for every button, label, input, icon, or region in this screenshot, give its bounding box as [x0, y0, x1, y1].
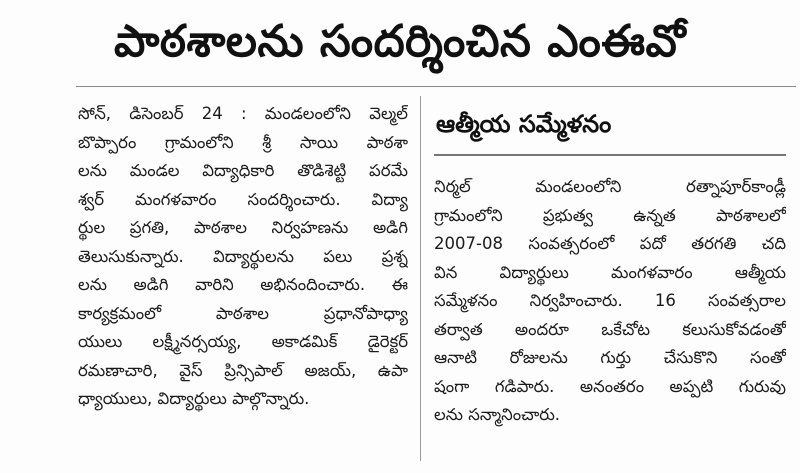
article-line: ధ్యాయులు, విద్యార్థులు పాల్గొన్నారు. [78, 389, 310, 408]
article-line: తెలుసుకున్నారు. విద్యార్థులను పలు ప్రశ్న [78, 246, 408, 266]
article-line: షంగా గడిపారు. అనంతరం అప్పటి గురువు [434, 376, 786, 396]
article-line: గ్రామంలోని ప్రభుత్వ ఉన్నత పాఠశాలలో [434, 205, 786, 225]
subhead-underline [434, 154, 786, 156]
article-line: లను మండల విద్యాధికారి తొడిశెట్టి పరమే [78, 161, 408, 180]
article-line: రమణాచారి, వైస్‌ ప్రిన్సిపాల్‌ అజయ్‌, ఉపా [78, 360, 408, 380]
article-line: సమ్మేళనం నిర్వహించారు. 16 సంవత్సరాల [434, 291, 786, 310]
article-line: లను సన్మానించారు. [434, 405, 561, 424]
right-article-subhead: ఆత్మీయ సమ్మేళనం [436, 110, 612, 138]
left-article-body [78, 100, 408, 414]
article-line: సోన్‌, డిసెంబర్‌ 24 : మండలంలోని వెల్మల్‌ [78, 104, 408, 123]
article-line: లను అడిగి వారిని అభినందించారు. ఈ [78, 275, 408, 294]
article-line: బొప్పారం గ్రామంలోని శ్రీ సాయి పాఠశా [78, 132, 408, 152]
article-line: నిర్మల్‌ మండలంలోని రత్నాపూర్‌కాండ్లీ [434, 177, 786, 196]
article-line: విన విద్యార్థులు మంగళవారం ఆత్మీయ [434, 262, 786, 282]
headline-divider [76, 86, 796, 87]
headline: పాఠశాలను సందర్శించిన ఎంఈవో [114, 16, 686, 67]
article-line: యులు లక్ష్మీనర్సయ్య, అకాడమిక్‌ డైరెక్టర్‌ [78, 332, 408, 351]
article-line: తర్వాత అందరూ ఒకేచోట కలుసుకోవడంతో [434, 319, 786, 339]
article-line: ర్థుల ప్రగతి, పాఠశాల నిర్వహణను అడిగి [78, 218, 408, 237]
article-line: ఆనాటి రోజులను గుర్తు చేసుకొని సంతో [434, 348, 786, 367]
right-article-body [434, 173, 786, 430]
article-line: కార్యక్రమంలో పాఠశాల ప్రధానోపాధ్యా [78, 303, 408, 323]
article-line: 2007-08 సంవత్సరంలో పదో తరగతి చది [434, 234, 786, 253]
column-divider [420, 96, 421, 461]
article-line: శ్వర్‌ మంగళవారం సందర్శించారు. విద్యా [78, 189, 408, 209]
